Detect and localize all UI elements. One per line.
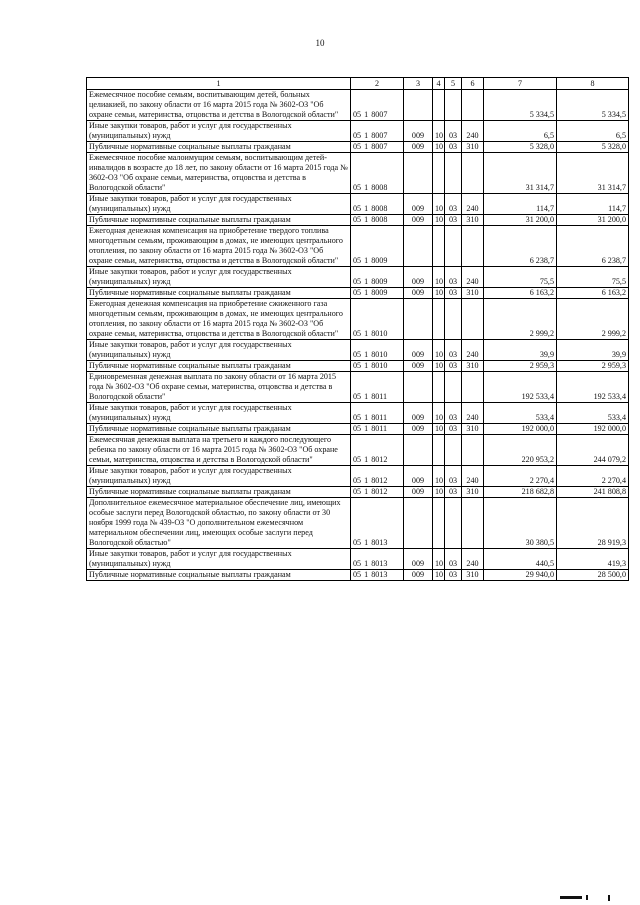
row-value7-cell: 31 200,0 bbox=[484, 215, 557, 226]
row-value7-cell: 6 238,7 bbox=[484, 226, 557, 267]
row-col3-cell bbox=[404, 498, 433, 549]
row-col4-cell: 10 bbox=[433, 121, 445, 142]
row-code-cell: 05 1 8007 bbox=[351, 121, 404, 142]
row-value7-cell: 220 953,2 bbox=[484, 435, 557, 466]
table-row bbox=[87, 215, 629, 226]
row-name-cell: Публичные нормативные социальные выплаты гражданам bbox=[87, 288, 351, 299]
row-col6-cell: 310 bbox=[462, 570, 484, 581]
row-col4-cell: 10 bbox=[433, 570, 445, 581]
row-col3-cell: 009 bbox=[404, 142, 433, 153]
row-col5-cell: 03 bbox=[445, 215, 462, 226]
row-code-cell: 05 1 8007 bbox=[351, 142, 404, 153]
row-col5-cell: 03 bbox=[445, 142, 462, 153]
header-cell: 5 bbox=[445, 78, 462, 90]
row-col3-cell: 009 bbox=[404, 403, 433, 424]
header-cell: 7 bbox=[484, 78, 557, 90]
row-col6-cell: 240 bbox=[462, 194, 484, 215]
row-code-cell: 05 1 8012 bbox=[351, 466, 404, 487]
row-name-cell: Иные закупки товаров, работ и услуг для государственных (муниципальных) нужд bbox=[87, 121, 351, 142]
row-code-cell: 05 1 8008 bbox=[351, 153, 404, 194]
row-value8-cell: 75,5 bbox=[557, 267, 629, 288]
row-col6-cell bbox=[462, 153, 484, 194]
row-col3-cell: 009 bbox=[404, 570, 433, 581]
table-row bbox=[87, 570, 629, 581]
row-code-cell: 05 1 8011 bbox=[351, 424, 404, 435]
row-code-cell: 05 1 8007 bbox=[351, 90, 404, 121]
row-value8-cell: 5 328,0 bbox=[557, 142, 629, 153]
row-col6-cell: 310 bbox=[462, 361, 484, 372]
row-value8-cell: 28 919,3 bbox=[557, 498, 629, 549]
row-col6-cell: 240 bbox=[462, 267, 484, 288]
row-value8-cell: 6 238,7 bbox=[557, 226, 629, 267]
row-col5-cell bbox=[445, 299, 462, 340]
row-value7-cell: 218 682,8 bbox=[484, 487, 557, 498]
row-col5-cell: 03 bbox=[445, 121, 462, 142]
row-col5-cell: 03 bbox=[445, 267, 462, 288]
row-name-cell: Публичные нормативные социальные выплаты гражданам bbox=[87, 361, 351, 372]
row-col6-cell: 310 bbox=[462, 215, 484, 226]
row-value8-cell: 6 163,2 bbox=[557, 288, 629, 299]
row-col5-cell bbox=[445, 153, 462, 194]
row-name-cell: Публичные нормативные социальные выплаты гражданам bbox=[87, 142, 351, 153]
table-body bbox=[87, 90, 629, 581]
row-col3-cell: 009 bbox=[404, 466, 433, 487]
row-value8-cell: 31 200,0 bbox=[557, 215, 629, 226]
row-code-cell: 05 1 8012 bbox=[351, 435, 404, 466]
header-cell: 3 bbox=[404, 78, 433, 90]
row-value7-cell: 533,4 bbox=[484, 403, 557, 424]
table-row bbox=[87, 142, 629, 153]
row-col5-cell: 03 bbox=[445, 466, 462, 487]
header-cell: 2 bbox=[351, 78, 404, 90]
row-col4-cell: 10 bbox=[433, 361, 445, 372]
header-cell: 6 bbox=[462, 78, 484, 90]
row-value8-cell: 192 000,0 bbox=[557, 424, 629, 435]
row-name-cell: Ежемесячное пособие семьям, воспитывающим детей, больных целиакией, по закону области от 16 марта 2015 года № 3602-ОЗ "Об охране семьи, материнства, отцовства и детства в Вологодской области" bbox=[87, 90, 351, 121]
row-value7-cell: 2 959,3 bbox=[484, 361, 557, 372]
table-row bbox=[87, 487, 629, 498]
row-value8-cell: 6,5 bbox=[557, 121, 629, 142]
row-col3-cell bbox=[404, 372, 433, 403]
row-col4-cell: 10 bbox=[433, 549, 445, 570]
row-value8-cell: 28 500,0 bbox=[557, 570, 629, 581]
table-row bbox=[87, 90, 629, 121]
row-col6-cell: 240 bbox=[462, 466, 484, 487]
row-value8-cell: 31 314,7 bbox=[557, 153, 629, 194]
table-row bbox=[87, 226, 629, 267]
row-code-cell: 05 1 8010 bbox=[351, 361, 404, 372]
row-col6-cell bbox=[462, 226, 484, 267]
row-value8-cell: 192 533,4 bbox=[557, 372, 629, 403]
row-value7-cell: 29 940,0 bbox=[484, 570, 557, 581]
row-name-cell: Публичные нормативные социальные выплаты гражданам bbox=[87, 487, 351, 498]
row-value7-cell: 5 334,5 bbox=[484, 90, 557, 121]
table-row bbox=[87, 403, 629, 424]
row-col5-cell: 03 bbox=[445, 340, 462, 361]
row-value7-cell: 6 163,2 bbox=[484, 288, 557, 299]
row-col4-cell: 10 bbox=[433, 142, 445, 153]
row-name-cell: Иные закупки товаров, работ и услуг для государственных (муниципальных) нужд bbox=[87, 194, 351, 215]
row-col3-cell: 009 bbox=[404, 361, 433, 372]
row-name-cell: Ежемесячная денежная выплата на третьего и каждого последующего ребенка по закону области от 16 марта 2015 года № 3602-ОЗ "Об охране семьи, материнства, отцовства и детства в Вологодской области" bbox=[87, 435, 351, 466]
row-col6-cell: 310 bbox=[462, 487, 484, 498]
row-code-cell: 05 1 8009 bbox=[351, 226, 404, 267]
row-col5-cell: 03 bbox=[445, 288, 462, 299]
row-code-cell: 05 1 8010 bbox=[351, 299, 404, 340]
row-value8-cell: 533,4 bbox=[557, 403, 629, 424]
table-row bbox=[87, 340, 629, 361]
row-value7-cell: 2 999,2 bbox=[484, 299, 557, 340]
row-col6-cell: 240 bbox=[462, 549, 484, 570]
row-col3-cell: 009 bbox=[404, 194, 433, 215]
row-col3-cell: 009 bbox=[404, 340, 433, 361]
table-row bbox=[87, 361, 629, 372]
row-value7-cell: 192 533,4 bbox=[484, 372, 557, 403]
table-row bbox=[87, 121, 629, 142]
row-col4-cell: 10 bbox=[433, 466, 445, 487]
row-col6-cell: 310 bbox=[462, 288, 484, 299]
budget-table bbox=[86, 77, 629, 581]
row-col3-cell bbox=[404, 90, 433, 121]
row-col4-cell bbox=[433, 226, 445, 267]
row-value7-cell: 39,9 bbox=[484, 340, 557, 361]
row-code-cell: 05 1 8008 bbox=[351, 194, 404, 215]
row-value7-cell: 192 000,0 bbox=[484, 424, 557, 435]
row-col6-cell: 240 bbox=[462, 340, 484, 361]
scan-mark bbox=[586, 895, 588, 900]
table-row bbox=[87, 153, 629, 194]
row-col5-cell bbox=[445, 226, 462, 267]
row-code-cell: 05 1 8013 bbox=[351, 570, 404, 581]
row-value8-cell: 2 999,2 bbox=[557, 299, 629, 340]
row-col3-cell: 009 bbox=[404, 288, 433, 299]
row-col4-cell bbox=[433, 435, 445, 466]
row-name-cell: Публичные нормативные социальные выплаты гражданам bbox=[87, 570, 351, 581]
row-col4-cell: 10 bbox=[433, 487, 445, 498]
table-row bbox=[87, 194, 629, 215]
table-row bbox=[87, 424, 629, 435]
row-value7-cell: 114,7 bbox=[484, 194, 557, 215]
row-value8-cell: 39,9 bbox=[557, 340, 629, 361]
scan-mark bbox=[560, 896, 582, 899]
row-col5-cell: 03 bbox=[445, 549, 462, 570]
row-col5-cell: 03 bbox=[445, 487, 462, 498]
table-row bbox=[87, 288, 629, 299]
row-col3-cell: 009 bbox=[404, 121, 433, 142]
row-value7-cell: 2 270,4 bbox=[484, 466, 557, 487]
row-value8-cell: 2 270,4 bbox=[557, 466, 629, 487]
row-col6-cell bbox=[462, 498, 484, 549]
table-row bbox=[87, 372, 629, 403]
table-row bbox=[87, 299, 629, 340]
row-col3-cell bbox=[404, 435, 433, 466]
row-col5-cell: 03 bbox=[445, 403, 462, 424]
row-col4-cell: 10 bbox=[433, 403, 445, 424]
table-row bbox=[87, 466, 629, 487]
row-col3-cell bbox=[404, 226, 433, 267]
row-value7-cell: 30 380,5 bbox=[484, 498, 557, 549]
row-col5-cell bbox=[445, 90, 462, 121]
row-col5-cell bbox=[445, 372, 462, 403]
header-cell: 1 bbox=[87, 78, 351, 90]
row-value8-cell: 114,7 bbox=[557, 194, 629, 215]
row-code-cell: 05 1 8009 bbox=[351, 288, 404, 299]
scan-mark bbox=[608, 895, 610, 901]
row-col4-cell bbox=[433, 372, 445, 403]
row-col5-cell: 03 bbox=[445, 361, 462, 372]
row-name-cell: Дополнительное ежемесячное материальное обеспечение лиц, имеющих особые заслуги перед Вологодской областью, по закону области от 30 ноября 1999 года № 439-ОЗ "О дополнительном ежемесячном материальном обеспечении лиц, имеющих особые заслуги перед Вологодской областью" bbox=[87, 498, 351, 549]
row-col5-cell bbox=[445, 435, 462, 466]
row-code-cell: 05 1 8009 bbox=[351, 267, 404, 288]
row-code-cell: 05 1 8010 bbox=[351, 340, 404, 361]
row-name-cell: Ежегодная денежная компенсация на приобретение твердого топлива многодетным семьям, проживающим в домах, не имеющих центрального отопления, по закону области от 16 марта 2015 года № 3602-ОЗ "Об охране семьи, материнства, отцовства и детства в Вологодской области" bbox=[87, 226, 351, 267]
row-code-cell: 05 1 8013 bbox=[351, 498, 404, 549]
row-col6-cell: 240 bbox=[462, 403, 484, 424]
row-name-cell: Публичные нормативные социальные выплаты гражданам bbox=[87, 424, 351, 435]
row-name-cell: Иные закупки товаров, работ и услуг для государственных (муниципальных) нужд bbox=[87, 549, 351, 570]
row-name-cell: Иные закупки товаров, работ и услуг для государственных (муниципальных) нужд bbox=[87, 466, 351, 487]
row-value7-cell: 5 328,0 bbox=[484, 142, 557, 153]
row-value7-cell: 75,5 bbox=[484, 267, 557, 288]
row-col5-cell: 03 bbox=[445, 424, 462, 435]
row-col5-cell: 03 bbox=[445, 570, 462, 581]
row-code-cell: 05 1 8011 bbox=[351, 403, 404, 424]
row-code-cell: 05 1 8012 bbox=[351, 487, 404, 498]
row-col6-cell: 310 bbox=[462, 424, 484, 435]
page-number: 10 bbox=[315, 38, 325, 48]
row-name-cell: Иные закупки товаров, работ и услуг для государственных (муниципальных) нужд bbox=[87, 267, 351, 288]
row-value8-cell: 241 808,8 bbox=[557, 487, 629, 498]
row-col4-cell bbox=[433, 498, 445, 549]
row-col3-cell bbox=[404, 299, 433, 340]
row-col6-cell bbox=[462, 435, 484, 466]
table-row bbox=[87, 549, 629, 570]
row-col4-cell: 10 bbox=[433, 340, 445, 361]
row-name-cell: Ежемесячное пособие малоимущим семьям, воспитывающим детей-инвалидов в возрасте до 18 лет, по закону области от 16 марта 2015 года № 3602-ОЗ "Об охране семьи, материнства, отцовства и детства в Вологодской области" bbox=[87, 153, 351, 194]
header-cell: 4 bbox=[433, 78, 445, 90]
row-name-cell: Публичные нормативные социальные выплаты гражданам bbox=[87, 215, 351, 226]
row-value7-cell: 31 314,7 bbox=[484, 153, 557, 194]
table-row bbox=[87, 498, 629, 549]
row-value8-cell: 5 334,5 bbox=[557, 90, 629, 121]
row-col3-cell: 009 bbox=[404, 549, 433, 570]
row-code-cell: 05 1 8013 bbox=[351, 549, 404, 570]
table-header-row bbox=[87, 78, 629, 90]
row-col4-cell bbox=[433, 90, 445, 121]
row-name-cell: Ежегодная денежная компенсация на приобретение сжиженного газа многодетным семьям, проживающим в домах, не имеющих центрального отопления, по закону области от 16 марта 2015 года № 3602-ОЗ "Об охране семьи, материнства, отцовства и детства в Вологодской области" bbox=[87, 299, 351, 340]
row-code-cell: 05 1 8008 bbox=[351, 215, 404, 226]
row-col3-cell: 009 bbox=[404, 424, 433, 435]
row-col4-cell: 10 bbox=[433, 267, 445, 288]
row-col6-cell: 310 bbox=[462, 142, 484, 153]
row-value8-cell: 244 079,2 bbox=[557, 435, 629, 466]
row-col4-cell bbox=[433, 299, 445, 340]
row-col4-cell bbox=[433, 153, 445, 194]
row-value8-cell: 419,3 bbox=[557, 549, 629, 570]
row-col3-cell bbox=[404, 153, 433, 194]
row-col6-cell: 240 bbox=[462, 121, 484, 142]
row-value7-cell: 440,5 bbox=[484, 549, 557, 570]
header-cell: 8 bbox=[557, 78, 629, 90]
row-col6-cell bbox=[462, 90, 484, 121]
row-value8-cell: 2 959,3 bbox=[557, 361, 629, 372]
row-col6-cell bbox=[462, 372, 484, 403]
row-name-cell: Иные закупки товаров, работ и услуг для государственных (муниципальных) нужд bbox=[87, 403, 351, 424]
row-value7-cell: 6,5 bbox=[484, 121, 557, 142]
row-col4-cell: 10 bbox=[433, 424, 445, 435]
table-row bbox=[87, 435, 629, 466]
row-col5-cell bbox=[445, 498, 462, 549]
row-col3-cell: 009 bbox=[404, 267, 433, 288]
row-col3-cell: 009 bbox=[404, 215, 433, 226]
row-code-cell: 05 1 8011 bbox=[351, 372, 404, 403]
row-name-cell: Иные закупки товаров, работ и услуг для государственных (муниципальных) нужд bbox=[87, 340, 351, 361]
row-col6-cell bbox=[462, 299, 484, 340]
row-col4-cell: 10 bbox=[433, 194, 445, 215]
row-col3-cell: 009 bbox=[404, 487, 433, 498]
row-name-cell: Единовременная денежная выплата по закону области от 16 марта 2015 года № 3602-ОЗ "Об охране семьи, материнства, отцовства и детства в Вологодской области" bbox=[87, 372, 351, 403]
row-col4-cell: 10 bbox=[433, 215, 445, 226]
table-row bbox=[87, 267, 629, 288]
row-col4-cell: 10 bbox=[433, 288, 445, 299]
row-col5-cell: 03 bbox=[445, 194, 462, 215]
